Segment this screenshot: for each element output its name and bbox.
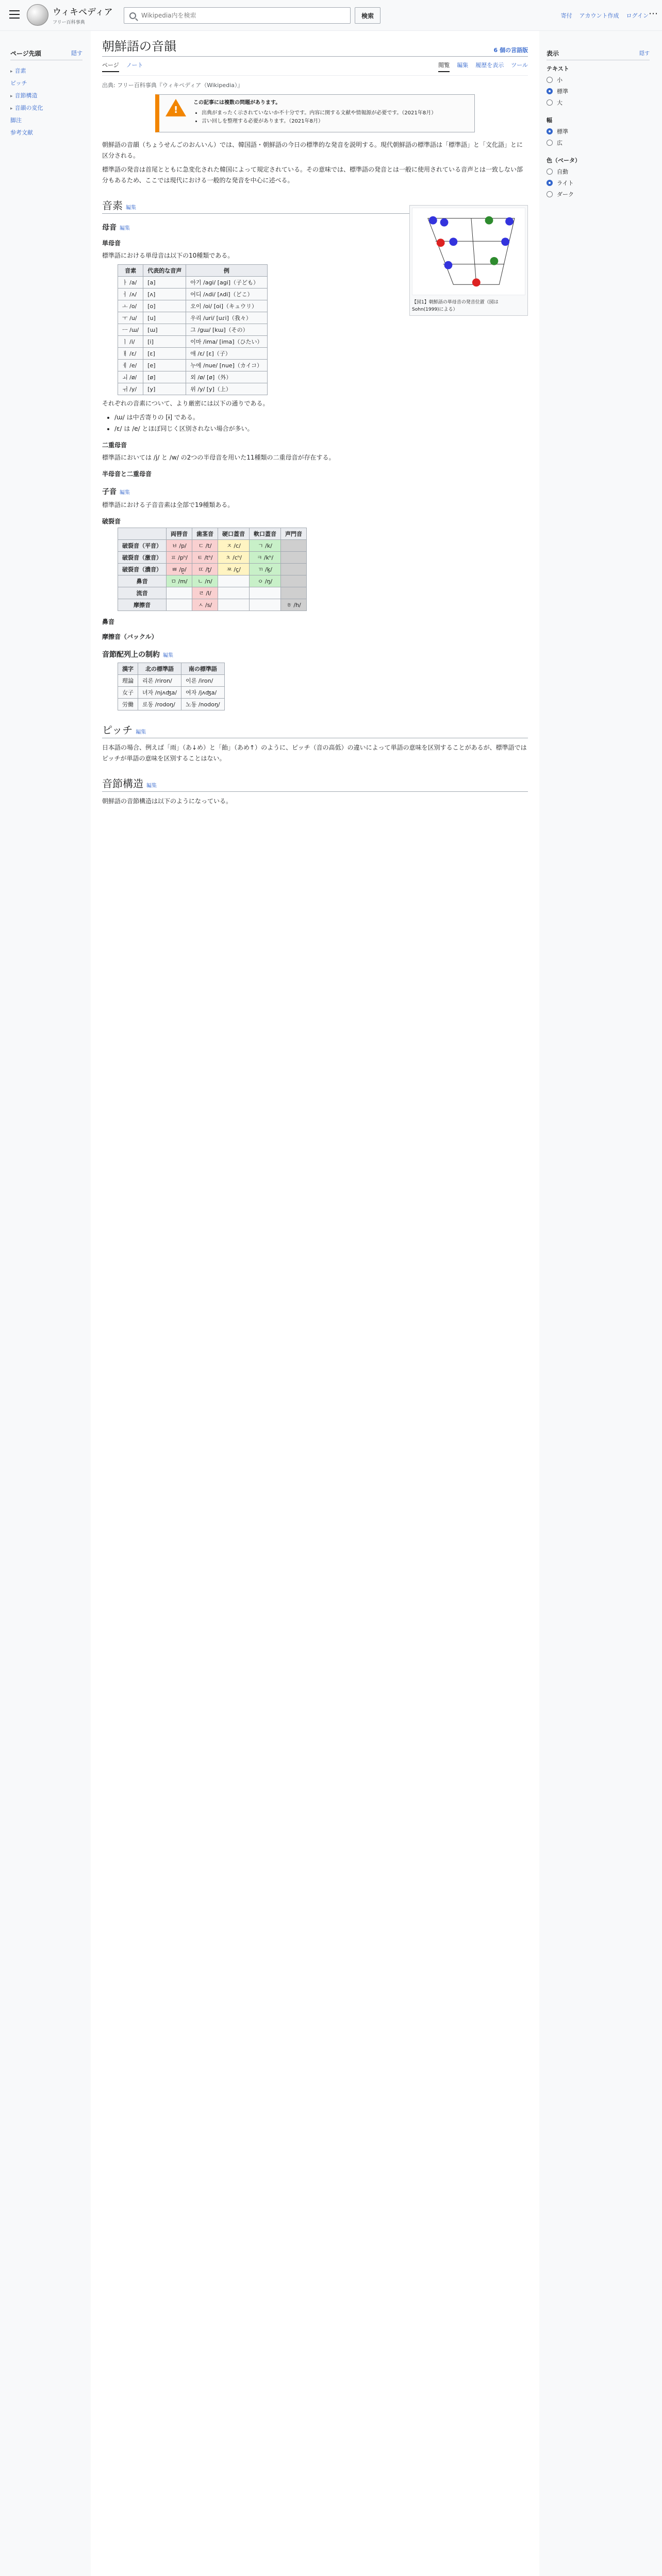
subsubsection-heading: 破裂音 (102, 518, 121, 526)
list-item: • /ɯ/ は中舌寄りの [ɨ] である。 (114, 412, 528, 423)
table-row: ㅏ /a/ [a] 아기 /agi/ [agi]（子ども） (118, 277, 268, 289)
text-size-large[interactable]: 大 (547, 98, 650, 107)
paragraph: 朝鮮語の音節構造は以下のようになっている。 (102, 798, 233, 805)
table-row: ㅡ /ɯ/ [ɯ] 그 /gɯ/ [kɯ]（その） (118, 324, 268, 336)
vowel-table: 音素 代表的な音声 例 ㅏ /a/ [a] 아기 /agi/ [agi]（子ども） ㅓ /ʌ/ [ʌ] 어디 /ʌdi/ [ʌdi]（どこ） ㅗ /o/ [o] 오이 /oi/ [oi]（キュウリ） ㅜ /u/ [u] 우리 /uri/ [uɾi]（我々） ㅡ /ɯ/ [ɯ] 그 /gɯ/ [kɯ]（その） ㅣ /i/ [i] 이마 /ima/ [ima]（ひたい） ㅐ /ɛ/ [ɛ] 애 /ɛ/ [ɛ]（子） ㅔ /e/ [e] 누에 /nue/ [nue]（カイコ） ㅚ /ø/ [ø] 외 /ø/ [ø]（外） ㅟ /y/ [y] 위 /y/ [y]（上） (118, 264, 268, 395)
intro-paragraph: 標準語の発音は首尾とともに急変化された韓国によって規定されている。その意味では、標準語の発音とは一般に使用されている音声とは一致しない部分もあるため、ここでは現代における一般的な発音を中心に述べる。 (102, 166, 523, 184)
paragraph: 標準語における単母音は以下の10種類である。 (102, 252, 234, 259)
table-row: 破裂音（平音） ㅂ /p/ ㄷ /t/ ㅈ /c/ ㄱ /k/ (118, 540, 307, 552)
consonant-table: 両唇音 歯茎音 硬口蓋音 軟口蓋音 声門音 破裂音（平音） ㅂ /p/ ㄷ /t/ ㅈ /c/ ㄱ /k/ 破裂音（激音） ㅍ /pʰ/ ㅌ /tʰ/ ㅊ /cʰ/ ㅋ /kʰ/ 破裂音（濃音） ㅃ /p͈/ ㄸ /t͈/ ㅉ /c͈/ ㄲ /k͈/ 鼻音 ㅁ /m/ ㄴ /n/ ㅇ /ŋ/ 流音 ㄹ /l/ 摩擦音 ㅅ /s/ ㅎ /h/ (118, 528, 307, 611)
edit-link[interactable]: 編集 (136, 730, 146, 736)
language-button[interactable]: 6 個の言語版 (493, 47, 528, 54)
table-row: ㅣ /i/ [i] 이마 /ima/ [ima]（ひたい） (118, 336, 268, 348)
article (91, 31, 539, 2576)
edit-link[interactable]: 編集 (120, 226, 130, 231)
edit-link[interactable]: 編集 (146, 783, 157, 789)
search-input[interactable] (140, 11, 350, 20)
more-icon[interactable]: ⋯ (649, 8, 658, 19)
wikipedia-globe-icon (27, 4, 48, 26)
appearance-heading: 表示 (547, 50, 559, 57)
text-size-small[interactable]: 小 (547, 76, 650, 84)
width-label: 幅 (547, 117, 552, 124)
color-label: 色（ベータ） (547, 157, 581, 164)
color-light[interactable]: ライト (547, 179, 650, 187)
section-heading: 音素 編集 (102, 197, 528, 214)
table-row: ㅐ /ɛ/ [ɛ] 애 /ɛ/ [ɛ]（子） (118, 348, 268, 360)
table-row: ㅟ /y/ [y] 위 /y/ [y]（上） (118, 383, 268, 395)
create-account-link[interactable]: アカウント作成 (579, 12, 619, 19)
toc-hide-button[interactable]: 隠す (71, 50, 82, 57)
table-of-contents (10, 49, 82, 139)
toc-item-change[interactable]: ▸ 音韻の変化 (10, 105, 43, 111)
page-title: 朝鮮語の音韻 (102, 39, 176, 54)
table-row: 破裂音（激音） ㅍ /pʰ/ ㅌ /tʰ/ ㅊ /cʰ/ ㅋ /kʰ/ (118, 552, 307, 564)
subsubsection-heading: 半母音と二重母音 (102, 470, 152, 478)
figure-caption: 【図1】朝鮮語の単母音の発音位置（図はSohn(1999)による） (412, 300, 499, 312)
toc-item-phoneme[interactable]: ▸ 音素 (10, 67, 26, 74)
toc-item-pitch[interactable]: ピッチ (10, 80, 27, 87)
paragraph: 日本語の場合、例えば「雨」（あ↓め）と「飴」（あめ↑）のように、ピッチ（音の高低）の違いによって単語の意味を区別することがあるが、標準語ではピッチが単語の意味を区別することはない。 (102, 744, 527, 762)
tab-tools[interactable]: ツール (511, 62, 528, 69)
paragraph: 標準語においては /j/ と /w/ の2つの半母音を用いた11種類の二重母音が存在する。 (102, 454, 335, 462)
search-button[interactable]: 検索 (355, 7, 380, 24)
chevron-down-icon[interactable]: ▸ (10, 69, 13, 74)
search-box[interactable] (124, 7, 351, 24)
tab-edit[interactable]: 編集 (457, 62, 469, 69)
tab-page[interactable]: ページ (102, 61, 119, 72)
text-size-standard[interactable]: 標準 (547, 87, 650, 95)
section-heading: ピッチ 編集 (102, 722, 528, 738)
search-icon (129, 12, 136, 19)
intro-paragraph: 朝鮮語の音韻（ちょうせんごのおんいん）では、韓国語・朝鮮語の今日の標準的な発音を説明する。現代朝鮮語の標準語は「標準語」と「文化語」とに区分される。 (102, 141, 523, 159)
color-auto[interactable]: 自動 (547, 167, 650, 176)
table-row: 理論 리론 /riron/ 이론 /iron/ (118, 675, 225, 687)
appearance-hide-button[interactable]: 隠す (639, 51, 650, 57)
table-row: 摩擦音 ㅅ /s/ ㅎ /h/ (118, 599, 307, 611)
site-logo[interactable] (27, 4, 113, 26)
edit-link[interactable]: 編集 (120, 490, 130, 496)
color-dark[interactable]: ダーク (547, 190, 650, 198)
subsubsection-heading: 鼻音 (102, 618, 115, 626)
edit-link[interactable]: 編集 (163, 653, 173, 659)
toc-item-syllable[interactable]: ▸ 音節構造 (10, 92, 38, 99)
subsection-heading: 母音 編集 (102, 224, 130, 232)
list-item: • /ɛ/ は /e/ とほぼ同じく区別されない場合が多い。 (114, 423, 528, 435)
toc-item-notes[interactable]: 脚注 (10, 117, 22, 124)
donate-link[interactable]: 寄付 (560, 12, 572, 19)
toc-item-references[interactable]: 参考文献 (10, 129, 33, 136)
paragraph: それぞれの音素について、より厳密には以下の通りである。 (102, 400, 269, 407)
tab-history[interactable]: 履歴を表示 (475, 62, 504, 69)
vowel-chart-image (412, 208, 525, 295)
table-row: ㅚ /ø/ [ø] 외 /ø/ [ø]（外） (118, 371, 268, 383)
login-link[interactable]: ログイン (626, 12, 649, 19)
site-header (0, 0, 662, 31)
subsubsection-heading: 摩擦音（バックル） (102, 633, 158, 641)
table-row: 鼻音 ㅁ /m/ ㄴ /n/ ㅇ /ŋ/ (118, 575, 307, 587)
subsection-heading: 音節配列上の制約 編集 (102, 651, 173, 659)
word-table: 漢字 北の標準語 南の標準語 理論 리론 /riron/ 이론 /iron/ 女子 녀자 /njʌʤa/ 여자 /jʌʤa/ 労働 로동 /rodoŋ/ 노동 /nodoŋ/ (118, 663, 225, 710)
issues-notice (155, 94, 475, 132)
table-row: ㅗ /o/ [o] 오이 /oi/ [oi]（キュウリ） (118, 300, 268, 312)
paragraph: 標準語における子音音素は全部で19種類ある。 (102, 501, 234, 509)
edit-link[interactable]: 編集 (126, 205, 136, 211)
toc-heading[interactable]: ページ先頭 (10, 50, 41, 57)
main-menu-icon[interactable] (9, 10, 20, 19)
chevron-right-icon[interactable]: ▸ (10, 94, 13, 99)
site-subtitle: フリー百科事典 (53, 20, 85, 25)
page-tabs (102, 61, 528, 76)
width-wide[interactable]: 広 (547, 139, 650, 147)
notice-item: • 言い回しを整理する必要があります。（2021年8月） (202, 117, 436, 126)
subsection-heading: 子音 編集 (102, 488, 130, 497)
table-row: 流音 ㄹ /l/ (118, 587, 307, 599)
notice-title: この記事には複数の問題があります。 (193, 100, 281, 106)
appearance-panel (547, 49, 650, 208)
subsubsection-heading: 単母音 (102, 240, 121, 247)
warning-icon (164, 99, 187, 128)
vowel-chart-figure[interactable] (409, 205, 528, 316)
notice-item: • 出典がまったく示されていないか不十分です。内容に関する文献や情報源が必要です。（2021年8月） (202, 109, 436, 117)
tab-talk[interactable]: ノート (126, 62, 143, 69)
table-row: 破裂音（濃音） ㅃ /p͈/ ㄸ /t͈/ ㅉ /c͈/ ㄲ /k͈/ (118, 564, 307, 575)
width-standard[interactable]: 標準 (547, 127, 650, 135)
section-heading: 音節構造 編集 (102, 775, 528, 792)
site-title: ウィキペディア (53, 7, 113, 18)
text-size-label: テキスト (547, 65, 569, 72)
user-links (561, 11, 649, 20)
page-source: 出典: フリー百科事典『ウィキペディア（Wikipedia）』 (102, 82, 243, 89)
table-row: 女子 녀자 /njʌʤa/ 여자 /jʌʤa/ (118, 687, 225, 699)
subsubsection-heading: 二重母音 (102, 442, 127, 449)
table-row: 労働 로동 /rodoŋ/ 노동 /nodoŋ/ (118, 699, 225, 710)
table-row: ㅔ /e/ [e] 누에 /nue/ [nue]（カイコ） (118, 360, 268, 371)
table-row: ㅜ /u/ [u] 우리 /uri/ [uɾi]（我々） (118, 312, 268, 324)
tab-read[interactable]: 閲覧 (438, 61, 450, 72)
chevron-right-icon[interactable]: ▸ (10, 106, 13, 111)
table-row: ㅓ /ʌ/ [ʌ] 어디 /ʌdi/ [ʌdi]（どこ） (118, 289, 268, 300)
